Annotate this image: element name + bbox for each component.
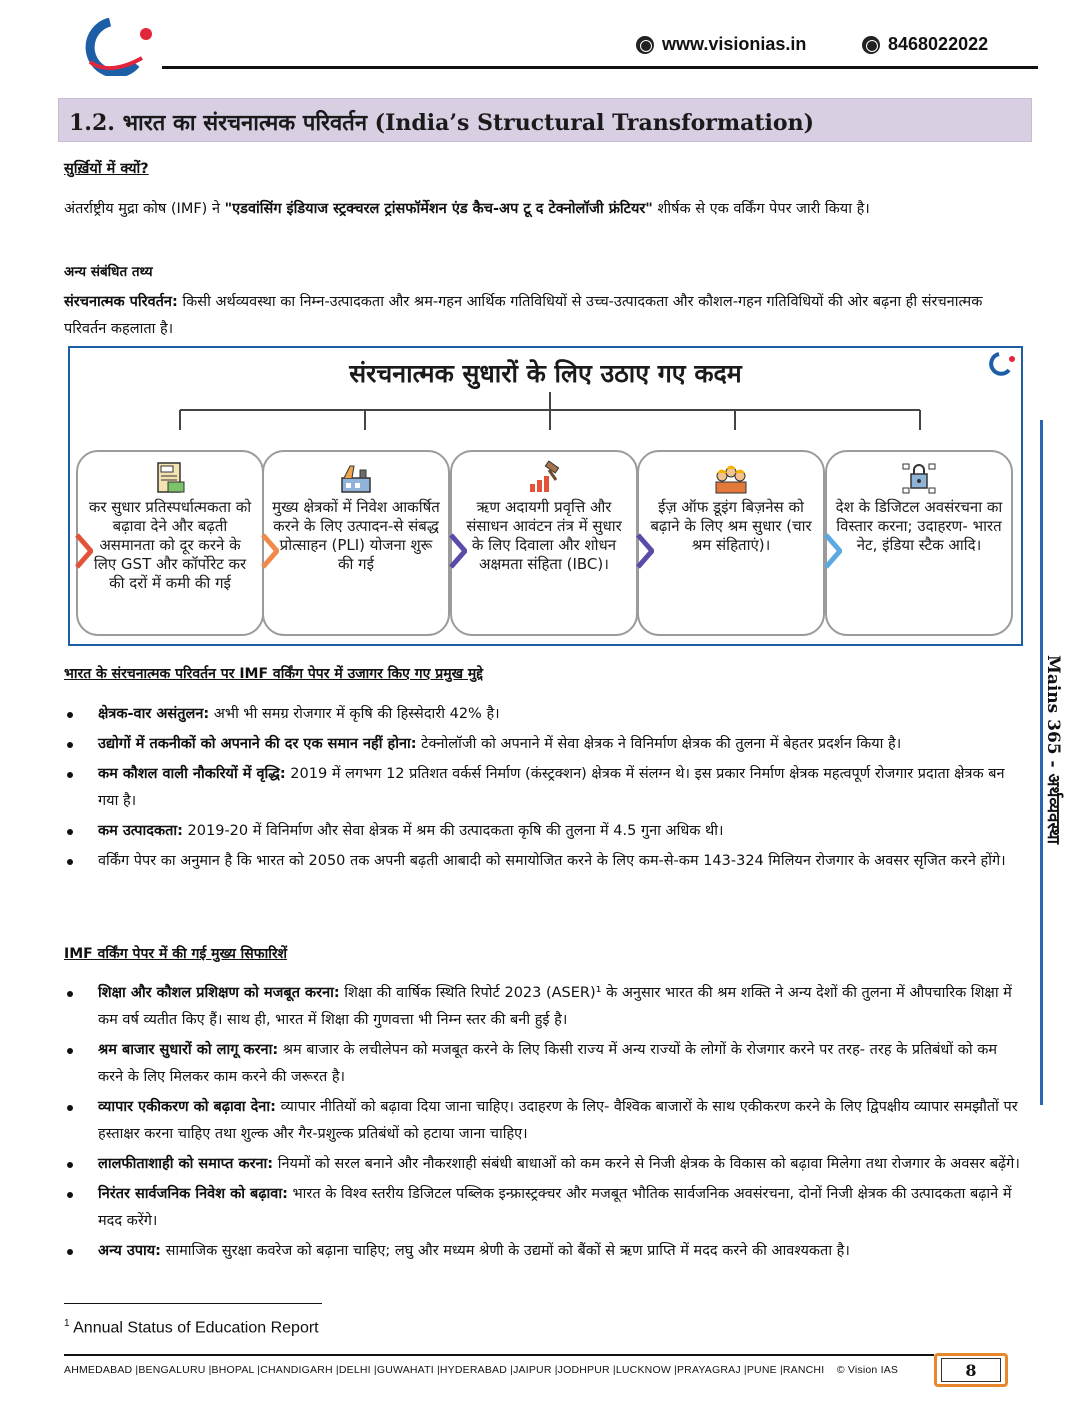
footnote: $^1$ Annual Status of Education Report (64, 1318, 319, 1337)
recommendations-heading: IMF वर्किंग पेपर में की गई मुख्य सिफारिशें (64, 946, 288, 962)
page-number-badge (934, 1353, 1008, 1387)
globe-icon (636, 36, 654, 54)
card-pli-scheme (262, 450, 450, 636)
phone-icon (862, 36, 880, 54)
related-paragraph: संरचनात्मक परिवर्तन: किसी अर्थव्यवस्था का निम्न-उत्पादकता और श्रम-गहन आर्थिक गतिविधियों से उच्च-उत्पादकता और कौशल-गहन गतिविधियों की ओर बढ़ना ही संरचनात्मक परिवर्तन कहलाता है। (64, 294, 983, 337)
small-logo-icon (985, 352, 1017, 376)
issues-heading: भारत के संरचनात्मक परिवर्तन पर IMF वर्किंग पेपर में उजागर किए गए प्रमुख मुद्दे (64, 666, 484, 682)
chevron-right-icon (636, 533, 654, 569)
digital-lock-icon (901, 460, 937, 496)
list-item: व्यापार एकीकरण को बढ़ावा देना: व्यापार नीतियों को बढ़ावा दिया जाना चाहिए। उदाहरण के लिए- वैश्विक बाजारों के साथ एकीकरण करने के लिए द्विपक्षीय व्यापार समझौतों पर हस्ताक्षर करना चाहिए तथा शुल्क और गैर-प्रशुल्क प्रतिबंधों को हटाया जाना चाहिए। (64, 1094, 1024, 1148)
factory-icon (338, 460, 374, 496)
footnote-divider (64, 1303, 322, 1304)
chevron-right-icon (824, 533, 842, 569)
tax-document-icon (152, 460, 188, 496)
vision-ias-logo (80, 18, 160, 76)
list-item: वर्किंग पेपर का अनुमान है कि भारत को 2050 तक अपनी बढ़ती आबादी को समायोजित करने के लिए कम-से-कम 143-324 मिलियन रोजगार के अवसर सृजित करने होंगे। (64, 848, 1024, 875)
website-link[interactable] (636, 34, 806, 55)
card-tax-reform (76, 450, 264, 636)
list-item: अन्य उपाय: सामाजिक सुरक्षा कवरेज को बढ़ाना चाहिए; लघु और मध्यम श्रेणी के उद्यमों को बैंकों से ऋण प्राप्ति में मदद करने की आवश्यकता है। (64, 1238, 1024, 1265)
website-text: www.visionias.in (662, 34, 807, 54)
list-item: निरंतर सार्वजनिक निवेश को बढ़ावा: भारत के विश्व स्तरीय डिजिटल पब्लिक इन्फ्रास्ट्रक्चर और मजबूत भौतिक सार्वजनिक अवसंरचना, दोनों निजी क्षेत्रक की उत्पादकता बढ़ाने में मदद करेंगे। (64, 1181, 1024, 1235)
related-heading: अन्य संबंधित तथ्य (64, 264, 153, 280)
card-text: कर सुधार प्रतिस्पर्धात्मकता को बढ़ावा देने और बढ़ती असमानता को दूर करने के लिए GST और कॉर्पोरेट कर की दरों में कमी की गई (88, 498, 252, 592)
sidebar-label: Mains 365 - अर्थव्यवस्था (1043, 655, 1063, 845)
infographic (68, 346, 1023, 646)
section-title: 1.2. भारत का संरचनात्मक परिवर्तन (India’s Structural Transformation) (58, 98, 1032, 142)
list-item: शिक्षा और कौशल प्रशिक्षण को मजबूत करना: शिक्षा की वार्षिक स्थिति रिपोर्ट 2023 (ASER)¹ के अनुसार भारत की श्रम शक्ति ने अन्य देशों की तुलना में औपचारिक शिक्षा में कम वर्ष व्यतीत किए हैं। साथ ही, भारत में शिक्षा की गुणवत्ता भी निम्न स्तर की बनी हुई है। (64, 980, 1024, 1034)
card-text: ऋण अदायगी प्रवृत्ति और संसाधन आवंटन तंत्र में सुधार के लिए दिवाला और शोधन अक्षमता संहिता (IBC)। (466, 498, 622, 573)
page-number: 8 (941, 1358, 1001, 1382)
list-item: श्रम बाजार सुधारों को लागू करना: श्रम बाजार के लचीलेपन को मजबूत करने के लिए किसी राज्य में अन्य राज्यों के लोगों के रोजगार करने पर तरह- तरह के प्रतिबंधों को कम करने के लिए मिलकर काम करने की जरूरत है। (64, 1037, 1024, 1091)
infographic-title: संरचनात्मक सुधारों के लिए उठाए गए कदम (349, 359, 742, 388)
news-heading: सुर्ख़ियों में क्यों? (64, 161, 149, 177)
list-item: लालफीताशाही को समाप्त करना: नियमों को सरल बनाने और नौकरशाही संबंधी बाधाओं को कम करने से निजी क्षेत्रक के विकास को बढ़ावा मिलेगा तथा रोजगार के अवसर बढ़ेंगे। (64, 1151, 1024, 1178)
chevron-right-icon (75, 533, 93, 569)
card-text: देश के डिजिटल अवसंरचना का विस्तार करना; उदाहरण- भारत नेट, इंडिया स्टैक आदि। (835, 498, 1003, 554)
header-divider (162, 66, 1038, 69)
card-ibc (450, 450, 638, 636)
recommendations-list (64, 980, 1024, 1268)
card-labour-reform (637, 450, 825, 636)
card-digital-infra (825, 450, 1013, 636)
phone-number (862, 34, 988, 55)
phone-text: 8468022022 (888, 34, 989, 54)
list-item: कम कौशल वाली नौकरियों में वृद्धि: 2019 में लगभग 12 प्रतिशत वर्कर्स निर्माण (कंस्ट्रक्शन) क्षेत्रक में संलग्न थे। इस प्रकार निर्माण क्षेत्रक महत्वपूर्ण रोजगार प्रदाता क्षेत्रक बन गया है। (64, 761, 1024, 815)
footer-cities: AHMEDABAD |BENGALURU |BHOPAL |CHANDIGARH |DELHI |GUWAHATI |HYDERABAD |JAIPUR |JODHPUR |LUCKNOW |PRAYAGRAJ |PUNE |RANCHI © Vision IAS (64, 1354, 934, 1376)
issues-list (64, 701, 1024, 878)
list-item: कम उत्पादकता: 2019-20 में विनिर्माण और सेवा क्षेत्रक में श्रम की उत्पादकता कृषि की तुलना में 4.5 गुना अधिक थी। (64, 818, 1024, 845)
chevron-right-icon (261, 533, 279, 569)
card-text: मुख्य क्षेत्रकों में निवेश आकर्षित करने के लिए उत्पादन-से संबद्ध प्रोत्साहन (PLI) योजना शुरू की गई (272, 498, 440, 573)
news-paragraph: अंतर्राष्ट्रीय मुद्रा कोष (IMF) ने "एडवांसिंग इंडियाज स्ट्रक्चरल ट्रांसफॉर्मेशन एंड कैच-अप टू द टेक्नोलॉजी फ्रंटियर" शीर्षक से एक वर्किंग पेपर जारी किया है। (64, 201, 870, 217)
list-item: उद्योगों में तकनीकों को अपनाने की दर एक समान नहीं होना: टेक्नोलॉजी को अपनाने में सेवा क्षेत्रक ने विनिर्माण क्षेत्रक की तुलना में बेहतर प्रदर्शन किया है। (64, 731, 1024, 758)
chevron-right-icon (449, 533, 467, 569)
list-item: क्षेत्रक-वार असंतुलन: अभी भी समग्र रोजगार में कृषि की हिस्सेदारी 42% है। (64, 701, 1024, 728)
workers-icon (713, 460, 749, 496)
card-text: ईज़ ऑफ डूइंग बिज़नेस को बढ़ाने के लिए श्रम सुधार (चार श्रम संहिताएं)। (650, 498, 812, 554)
gavel-icon (526, 460, 562, 496)
